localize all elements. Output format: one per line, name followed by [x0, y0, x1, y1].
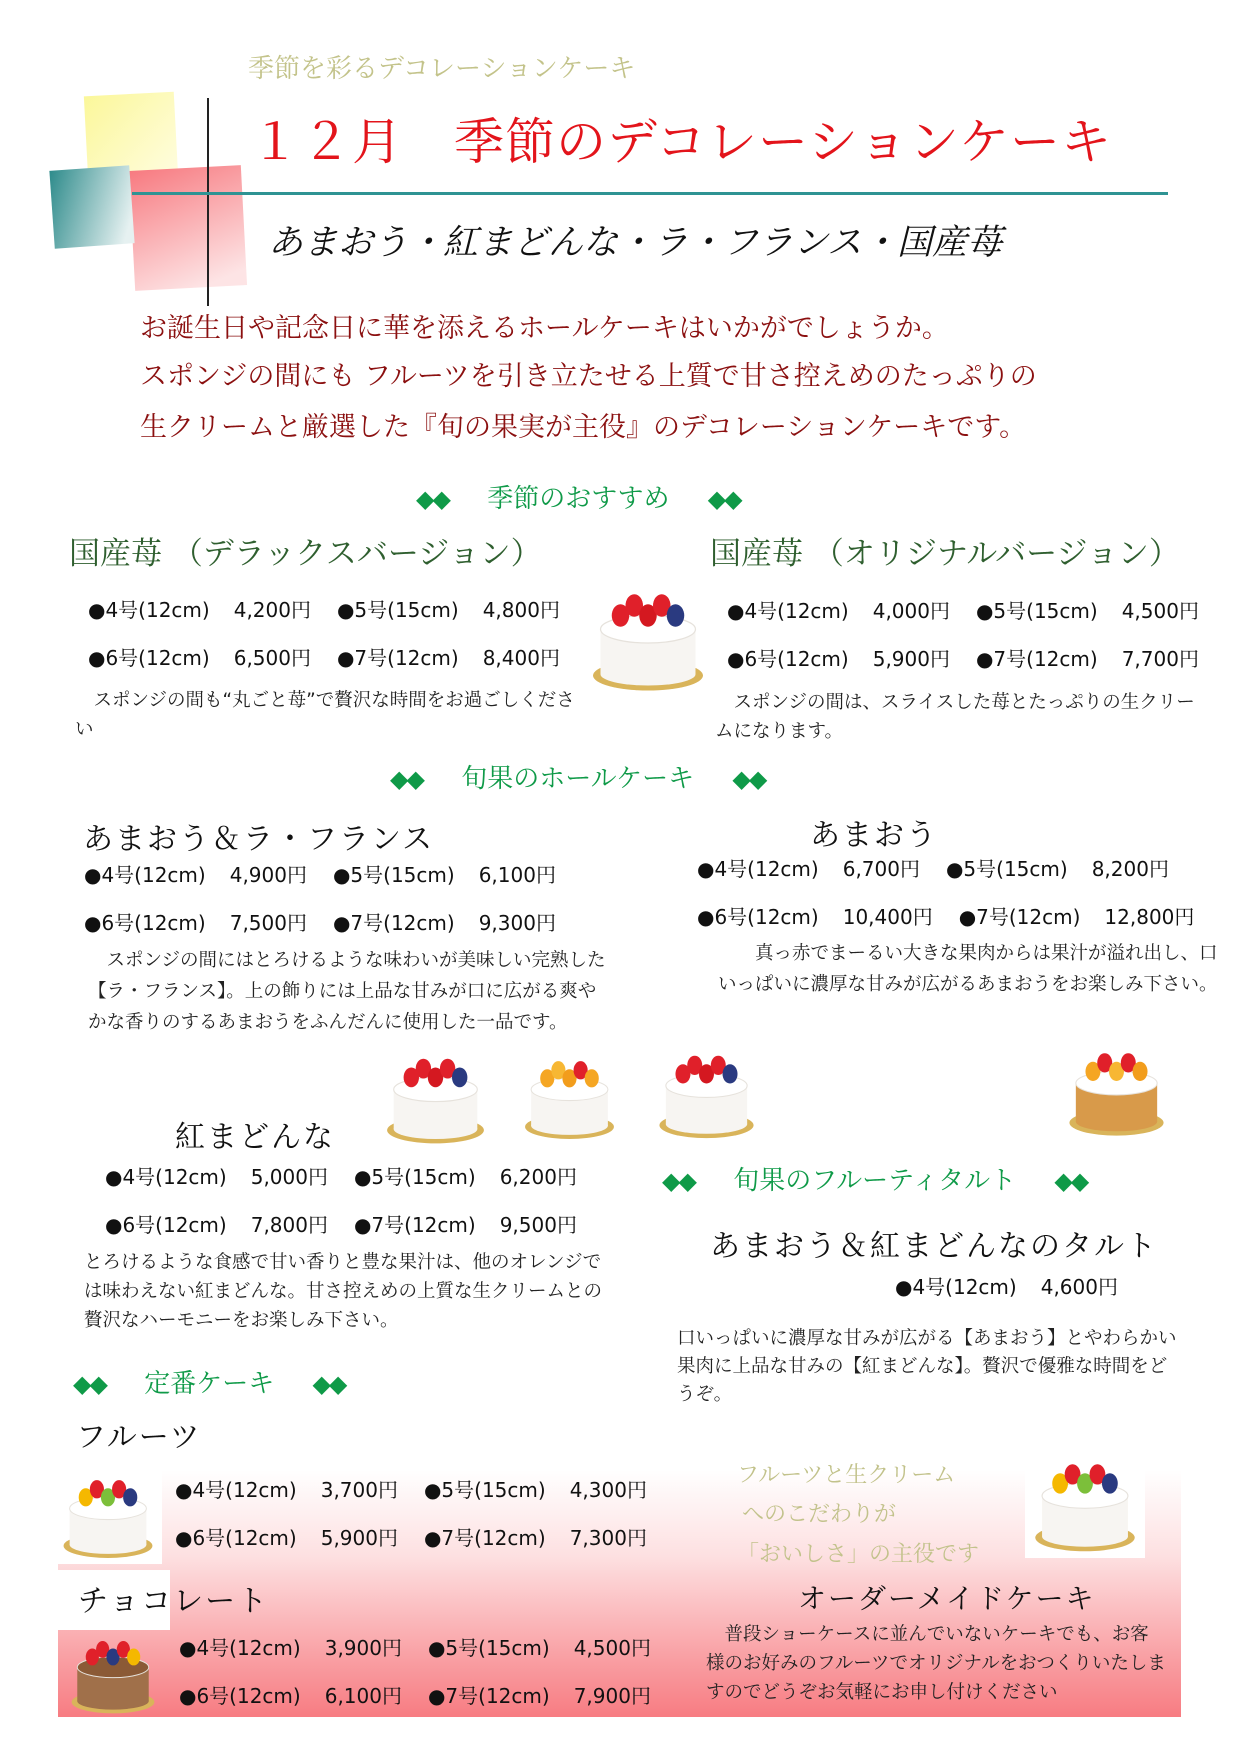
cake-price: 6,700円	[842, 857, 920, 881]
price-item	[428, 1632, 651, 1661]
cake-size: ●7号(12cm)	[353, 1213, 476, 1237]
cake-price: 8,400円	[482, 646, 560, 670]
section-title: 定番ケーキ	[144, 1369, 275, 1399]
amaou-description: 真っ赤でまーるい大きな果肉からは果汁が溢れ出し、口いっぱいに濃厚な甘みが広がるあまおうをお楽しみ下さい。	[718, 943, 1218, 995]
deluxe-name: 国産苺 （デラックスバージョン）	[69, 536, 542, 572]
price-item	[727, 643, 950, 672]
price-item	[946, 853, 1169, 882]
fruits-cake-image	[54, 1463, 162, 1564]
cake-price: 7,500円	[229, 911, 307, 935]
cake-size: ●7号(12cm)	[958, 905, 1081, 929]
price-row	[727, 643, 1225, 672]
price-item	[179, 1680, 402, 1709]
cake-price: 7,900円	[573, 1684, 651, 1708]
cake-price: 10,400円	[842, 905, 933, 929]
fruit-list-heading: あまおう・紅まどんな・ラ・フランス・国産苺	[268, 223, 1002, 263]
diamond-icon: ◆◆	[662, 1167, 695, 1195]
cake-price: 7,300円	[569, 1526, 647, 1550]
price-item	[354, 1161, 577, 1190]
diamond-icon: ◆◆	[1054, 1167, 1088, 1195]
cake-size: ●7号(12cm)	[332, 911, 455, 935]
price-item	[959, 901, 1195, 930]
section-standard-cakes	[73, 1363, 345, 1400]
cake-icon	[653, 1036, 760, 1146]
cake-size: ●7号(12cm)	[336, 646, 459, 670]
price-row	[88, 594, 586, 623]
benimadonna-description: とろけるような食感で甘い香りと豊な果汁は、他のオレンジでは味わえない紅まどんな。甘さ控えめの上質な生クリームとの贅沢なハーモニーをお楽しみ下さい。	[84, 1252, 603, 1331]
decoration-pink-square	[129, 165, 247, 291]
cake-price: 6,100円	[324, 1684, 402, 1708]
price-item	[105, 1209, 328, 1238]
price-item	[333, 907, 556, 936]
cake-size: ●6号(12cm)	[697, 905, 819, 929]
diamond-icon: ◆◆	[312, 1370, 346, 1398]
tart-name: あまおう＆紅まどんなのタルト	[710, 1229, 1158, 1264]
cake-size: ●5号(15cm)	[423, 1478, 546, 1502]
cake-size: ●7号(12cm)	[975, 647, 1098, 671]
price-item	[428, 1680, 651, 1709]
cake-size: ●6号(12cm)	[84, 911, 206, 935]
tart-description: 口いっぱいに濃厚な甘みが広がる【あまおう】とやわらかい果肉に上品な甘みの【紅まどんな】。贅沢で優雅な時間をどうぞ。	[677, 1328, 1177, 1405]
intro-line-2: スポンジの間にも フルーツを引き立たせる上質で甘さ控えめのたっぷりの	[140, 361, 1037, 392]
cake-size: ●4号(12cm)	[895, 1275, 1017, 1299]
cake-price: 4,500円	[1121, 599, 1199, 623]
cake-price: 9,300円	[478, 911, 556, 935]
intro-line-1: お誕生日や記念日に華を添えるホールケーキはいかがでしょうか。	[140, 313, 949, 344]
amaou-cake-image	[653, 1036, 760, 1146]
cake-price: 6,100円	[478, 863, 556, 887]
chocolate-cake-name: チョコレート	[78, 1584, 270, 1619]
price-item	[88, 642, 311, 671]
price-item	[895, 1271, 1118, 1300]
cake-size: ●5号(15cm)	[427, 1636, 550, 1660]
original-name: 国産苺 （オリジナルバージョン）	[710, 536, 1180, 572]
amaou-lafrance-description: スポンジの間にはとろけるような味わいが美味しい完熟した【ラ・フランス】。上の飾りには上品な甘みが口に広がる爽やかな香りのするあまおうをふんだんに使用した一品です。	[88, 950, 606, 1033]
cake-size: ●4号(12cm)	[88, 598, 210, 622]
price-item	[84, 907, 307, 936]
cake-icon	[380, 1040, 491, 1150]
cake-size: ●5号(15cm)	[336, 598, 459, 622]
price-item	[88, 594, 311, 623]
cake-price: 5,000円	[250, 1165, 328, 1189]
page-title: １２月 季節のデコレーションケーキ	[250, 113, 1112, 171]
price-item	[337, 642, 560, 671]
tart-image	[1063, 1030, 1170, 1147]
cake-price: 12,800円	[1104, 905, 1195, 929]
price-row	[727, 595, 1225, 624]
cake-size: ●4号(12cm)	[179, 1636, 301, 1660]
cake-size: ●6号(12cm)	[179, 1684, 301, 1708]
section-title: 季節のおすすめ	[487, 484, 670, 514]
section-title: 旬果のホールケーキ	[461, 764, 695, 794]
price-item	[179, 1632, 402, 1661]
price-row	[88, 642, 586, 671]
cake-icon	[60, 1625, 166, 1719]
cake-size: ●7号(12cm)	[427, 1684, 550, 1708]
price-row	[895, 1271, 1144, 1300]
cake-icon	[514, 1044, 625, 1145]
price-item	[354, 1209, 577, 1238]
cake-price: 6,200円	[499, 1165, 577, 1189]
section-title: 旬果のフルーティタルト	[733, 1166, 1017, 1196]
custom-cake-image	[1025, 1445, 1145, 1558]
cake-icon	[54, 1463, 162, 1564]
price-row	[105, 1161, 603, 1190]
price-row	[175, 1474, 673, 1503]
cake-icon	[1063, 1030, 1170, 1147]
price-item	[697, 901, 933, 930]
price-row	[179, 1680, 677, 1709]
cake-price: 4,900円	[229, 863, 307, 887]
chocolate-cake-image	[60, 1625, 166, 1719]
cake-size: ●4号(12cm)	[105, 1165, 227, 1189]
original-description: スポンジの間は、スライスした苺とたっぷりの生クリームになります。	[715, 692, 1195, 742]
diamond-icon: ◆◆	[732, 765, 766, 793]
price-item	[697, 853, 920, 882]
cake-size: ●6号(12cm)	[105, 1213, 227, 1237]
price-item	[84, 859, 307, 888]
custom-cake-title: オーダーメイドケーキ	[798, 1582, 1096, 1615]
benimadonna-name: 紅まどんな	[175, 1120, 335, 1155]
diamond-icon: ◆◆	[73, 1370, 106, 1398]
cake-size: ●4号(12cm)	[84, 863, 206, 887]
cake-icon	[583, 573, 713, 698]
cake-price: 4,800円	[482, 598, 560, 622]
price-item	[424, 1474, 647, 1503]
price-item	[175, 1522, 398, 1551]
promo-line-3: 「おいしさ」の主役です	[737, 1542, 980, 1567]
section-whole-cakes	[390, 758, 765, 795]
price-item	[976, 595, 1199, 624]
cake-size: ●4号(12cm)	[727, 599, 849, 623]
benimadonna-cake-image	[514, 1044, 625, 1145]
cake-price: 3,700円	[320, 1478, 398, 1502]
promo-line-2: へのこだわりが	[742, 1502, 897, 1527]
fruits-cake-name: フルーツ	[76, 1420, 202, 1455]
price-item	[976, 643, 1199, 672]
cake-price: 6,500円	[233, 646, 311, 670]
cake-size: ●4号(12cm)	[175, 1478, 297, 1502]
amaou-lafrance-cake-image	[380, 1040, 491, 1150]
header-subtitle: 季節を彩るデコレーションケーキ	[248, 54, 636, 84]
price-row	[84, 859, 582, 888]
cake-size: ●5号(15cm)	[332, 863, 455, 887]
price-row	[84, 907, 582, 936]
cake-price: 4,200円	[233, 598, 311, 622]
cake-price: 7,700円	[1121, 647, 1199, 671]
amaou-lafrance-name: あまおう＆ラ・フランス	[83, 822, 435, 857]
price-item	[333, 859, 556, 888]
section-fruity-tart	[662, 1160, 1087, 1197]
cake-size: ●5号(15cm)	[353, 1165, 476, 1189]
diamond-icon: ◆◆	[416, 485, 449, 513]
cake-icon	[1025, 1445, 1145, 1558]
cake-price: 4,000円	[872, 599, 950, 623]
cake-size: ●5号(15cm)	[945, 857, 1068, 881]
decoration-teal-square	[49, 165, 134, 248]
section-recommend	[416, 478, 741, 515]
cake-size: ●4号(12cm)	[697, 857, 819, 881]
custom-cake-description: 普段ショーケースに並んでいないケーキでも、お客様のお好みのフルーツでオリジナルをおつくりいたしますのでどうぞお気軽にお申し付けください	[706, 1624, 1166, 1703]
strawberry-cake-image	[583, 573, 713, 698]
cake-price: 4,300円	[569, 1478, 647, 1502]
deluxe-description: スポンジの間も“丸ごと苺”で贅沢な時間をお過ごしください	[75, 690, 575, 740]
promo-line-1: フルーツと生クリーム	[737, 1463, 956, 1488]
cake-price: 8,200円	[1091, 857, 1169, 881]
cake-price: 5,900円	[320, 1526, 398, 1550]
cake-price: 4,500円	[573, 1636, 651, 1660]
price-row	[175, 1522, 673, 1551]
cake-size: ●7号(12cm)	[423, 1526, 546, 1550]
diamond-icon: ◆◆	[390, 765, 423, 793]
cake-price: 9,500円	[499, 1213, 577, 1237]
price-row	[697, 853, 1195, 882]
cake-size: ●6号(12cm)	[175, 1526, 297, 1550]
cake-size: ●5号(15cm)	[975, 599, 1098, 623]
cake-price: 3,900円	[324, 1636, 402, 1660]
price-item	[105, 1161, 328, 1190]
title-underline	[132, 192, 1168, 195]
price-row	[179, 1632, 677, 1661]
diamond-icon: ◆◆	[707, 485, 741, 513]
cake-price: 4,600円	[1040, 1275, 1118, 1299]
price-row	[697, 901, 1220, 930]
cake-size: ●6号(12cm)	[88, 646, 210, 670]
price-item	[727, 595, 950, 624]
cake-price: 5,900円	[872, 647, 950, 671]
price-row	[105, 1209, 603, 1238]
cake-price: 7,800円	[250, 1213, 328, 1237]
price-item	[337, 594, 560, 623]
price-item	[424, 1522, 647, 1551]
vertical-divider	[207, 98, 209, 306]
cake-size: ●6号(12cm)	[727, 647, 849, 671]
amaou-name: あまおう	[810, 818, 938, 853]
price-item	[175, 1474, 398, 1503]
intro-line-3: 生クリームと厳選した『旬の果実が主役』のデコレーションケーキです。	[140, 412, 1027, 443]
